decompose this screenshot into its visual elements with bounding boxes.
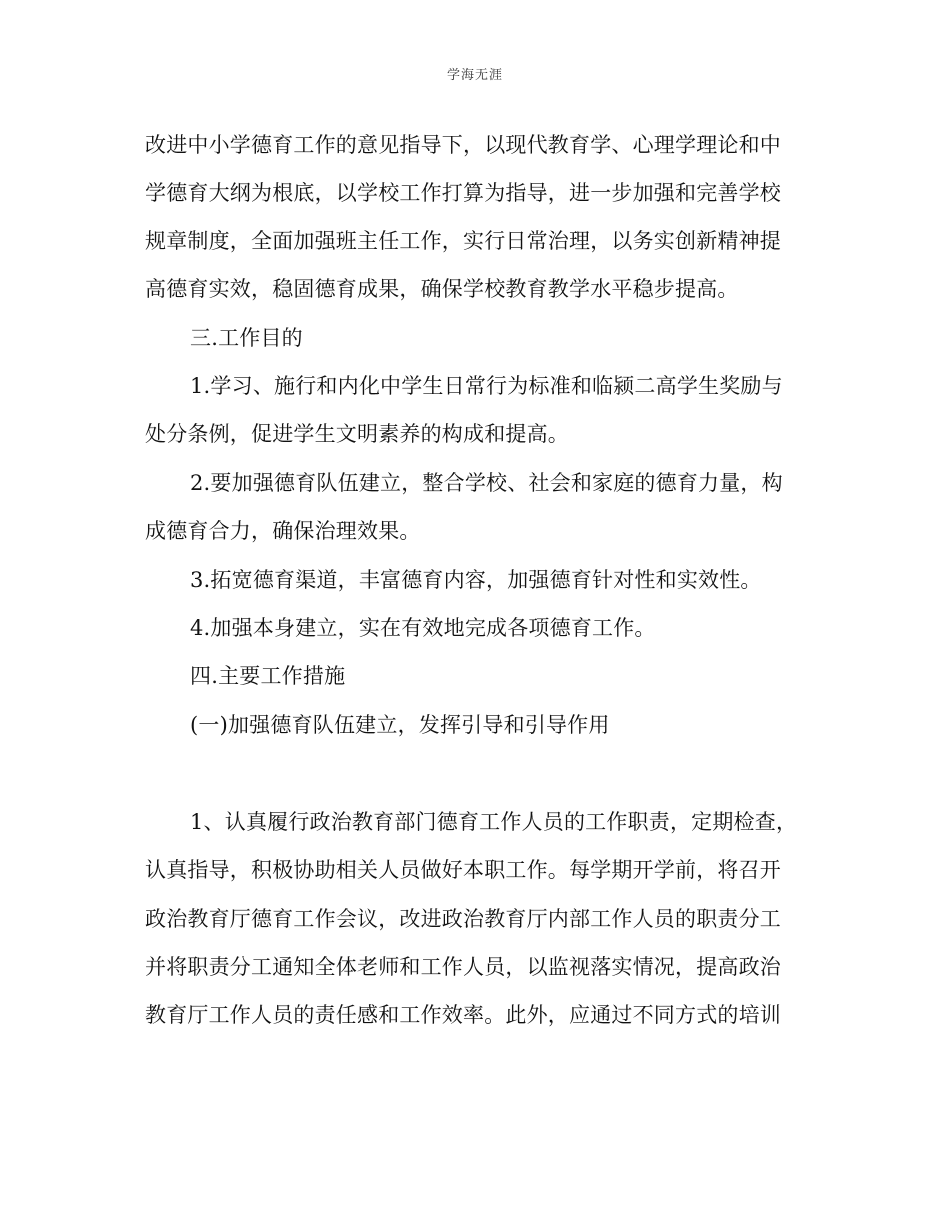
section-heading: 三.工作目的 — [190, 326, 303, 350]
page-header: 学海无涯 — [446, 68, 503, 83]
body-line: 1、认真履行政治教育部门德育工作人员的工作职责，定期检查， — [190, 810, 798, 834]
body-line: 1.学习、施行和内化中学生日常行为标准和临颍二高学生奖励与 — [190, 374, 783, 398]
body-line: 高德育实效，稳固德育成果，确保学校教育教学水平稳步提高。 — [145, 277, 739, 301]
body-line: 3.拓宽德育渠道，丰富德育内容，加强德育针对性和实效性。 — [190, 568, 762, 592]
body-line: 学德育大纲为根底，以学校工作打算为指导，进一步加强和完善学校 — [145, 181, 781, 205]
body-line: 改进中小学德育工作的意见指导下，以现代教育学、心理学理论和中 — [145, 133, 781, 157]
body-line: 规章制度，全面加强班主任工作，实行日常治理，以务实创新精神提 — [145, 229, 781, 253]
body-line: 教育厅工作人员的责任感和工作效率。此外，应通过不同方式的培训 — [145, 1003, 781, 1027]
body-line: 4.加强本身建立，实在有效地完成各项德育工作。 — [190, 616, 656, 640]
body-line: 处分条例，促进学生文明素养的构成和提高。 — [145, 422, 569, 446]
subsection-heading: (一)加强德育队伍建立，发挥引导和引导作用 — [190, 713, 610, 737]
body-line: 并将职责分工通知全体老师和工作人员，以监视落实情况，提高政治 — [145, 955, 781, 979]
section-heading: 四.主要工作措施 — [190, 664, 346, 688]
body-line: 2.要加强德育队伍建立，整合学校、社会和家庭的德育力量，构 — [190, 471, 783, 495]
body-line: 成德育合力，确保治理效果。 — [145, 519, 421, 543]
body-line: 认真指导，积极协助相关人员做好本职工作。每学期开学前，将召开 — [145, 858, 781, 882]
body-line: 政治教育厅德育工作会议，改进政治教育厅内部工作人员的职责分工 — [145, 907, 781, 931]
